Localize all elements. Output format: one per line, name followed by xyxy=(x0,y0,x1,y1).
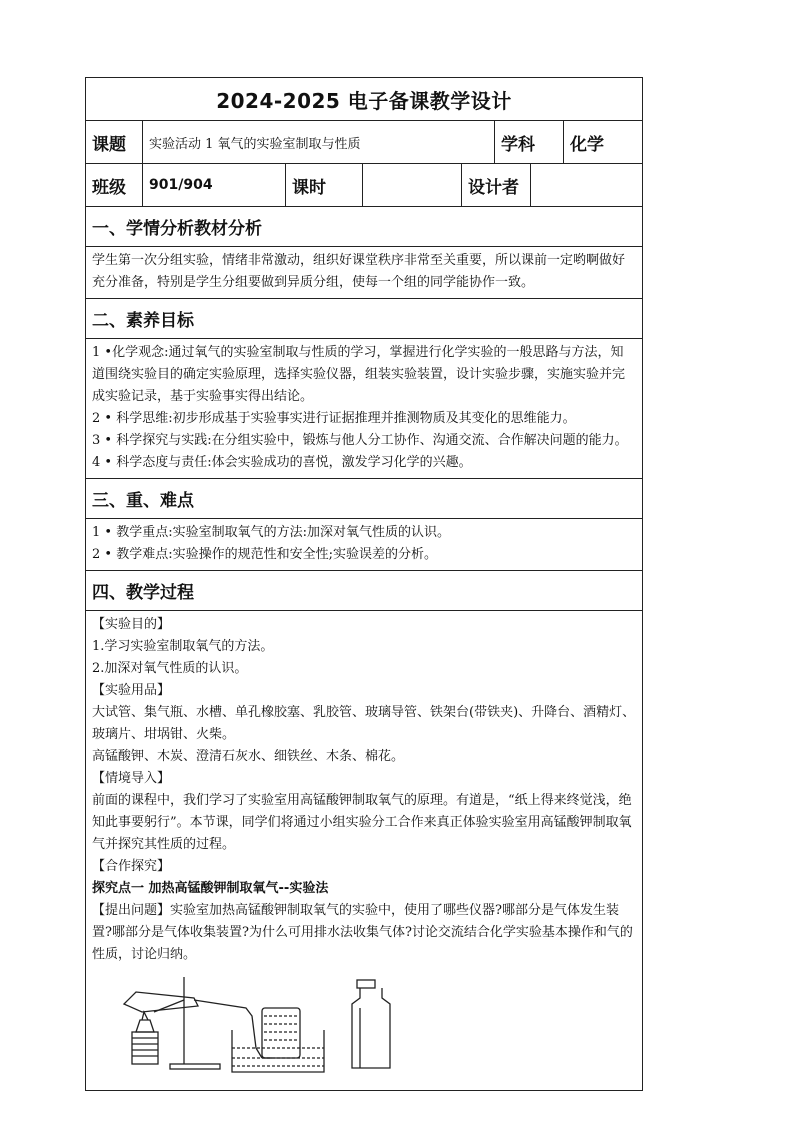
lamp-block xyxy=(132,1032,158,1064)
key-point: 1 • 教学重点:实验室制取氧气的方法:加深对氧气性质的认识。 xyxy=(92,525,450,540)
topic-value: 实验活动 1 氧气的实验室制取与性质 xyxy=(143,121,495,163)
section-2-body xyxy=(86,339,642,479)
oxygen-apparatus-illustration xyxy=(114,972,454,1082)
difficult-point: 2 • 教学难点:实验操作的规范性和安全性;实验误差的分析。 xyxy=(92,547,437,562)
section-2-title: 二、素养目标 xyxy=(92,311,194,331)
goal-4: 4 • 科学态度与责任:体会实验成功的喜悦，激发学习化学的兴趣。 xyxy=(92,455,472,470)
process-line: 前面的课程中，我们学习了实验室用高锰酸钾制取氧气的原理。有道是，“纸上得来终觉浅，绝知此事要躬行”。本节课，同学们将通过小组实验分工合作来真正体验实验室用高锰酸钾制取氧气并探究其性质的过程。 xyxy=(92,793,632,852)
explore-heading: 探究点一 加热高锰酸钾制取氧气--实验法 xyxy=(92,881,329,896)
topic-row xyxy=(86,121,642,164)
process-line: 【实验目的】 xyxy=(92,617,171,632)
process-line: 2.加深对氧气性质的认识。 xyxy=(92,661,248,676)
section-4-heading xyxy=(86,571,642,611)
designer-label: 设计者 xyxy=(462,164,531,206)
goal-1: 1 •化学观念:通过氧气的实验室制取与性质的学习，掌握进行化学实验的一般思路与方法，知道围绕实验目的确定实验原理，选择实验仪器，组装实验装置，设计实验步骤，实施实验并完成实验记录，基于实验事实得出结论。 xyxy=(92,345,626,404)
page-title: 2024-2025 电子备课教学设计 xyxy=(216,88,512,113)
section-1-heading xyxy=(86,207,642,247)
section-4-title: 四、教学过程 xyxy=(92,583,194,603)
class-label: 班级 xyxy=(86,164,143,206)
process-line: 【情境导入】 xyxy=(92,771,171,786)
process-line: 【实验用品】 xyxy=(92,683,171,698)
goal-3: 3 • 科学探究与实践:在分组实验中，锻炼与他人分工协作、沟通交流、合作解决问题的能力。 xyxy=(92,433,628,448)
process-line: 1.学习实验室制取氧气的方法。 xyxy=(92,639,274,654)
section-1-title: 一、学情分析教材分析 xyxy=(92,219,262,239)
period-value xyxy=(363,164,462,206)
section-3-heading xyxy=(86,479,642,519)
section-1-paragraph: 学生第一次分组实验，情绪非常激动，组织好课堂秩序非常至关重要，所以课前一定哟啊做好充分准备，特别是学生分组要做到异质分组，使每一个组的同学能协作一致。 xyxy=(92,253,626,290)
designer-value xyxy=(531,164,642,206)
apparatus-figure xyxy=(92,966,636,1086)
process-line: 高锰酸钾、木炭、澄清石灰水、细铁丝、木条、棉花。 xyxy=(92,749,405,764)
section-1-body xyxy=(86,247,642,299)
section-3-title: 三、重、难点 xyxy=(92,491,194,511)
class-row xyxy=(86,164,642,207)
subject-label: 学科 xyxy=(495,121,564,163)
period-label: 课时 xyxy=(286,164,363,206)
section-2-heading xyxy=(86,299,642,339)
topic-label: 课题 xyxy=(86,121,143,163)
title-row xyxy=(86,78,642,121)
process-line: 大试管、集气瓶、水槽、单孔橡胶塞、乳胶管、玻璃导管、铁架台(带铁夹)、升降台、酒精灯、玻璃片、坩埚钳、火柴。 xyxy=(92,705,636,742)
goal-2: 2 • 科学思维:初步形成基于实验事实进行证据推理并推测物质及其变化的思维能力。 xyxy=(92,411,576,426)
section-4-body xyxy=(86,611,642,1090)
process-line: 【合作探究】 xyxy=(92,859,171,874)
subject-value: 化学 xyxy=(570,134,604,155)
class-value: 901/904 xyxy=(143,164,286,206)
explore-text: 【提出问题】实验室加热高锰酸钾制取氧气的实验中，使用了哪些仪器?哪部分是气体发生装置?哪部分是气体收集装置?为什么可用排水法收集气体?讨论交流结合化学实验基本操作和气的性质，讨论归纳。 xyxy=(92,903,633,962)
section-3-body xyxy=(86,519,642,571)
lesson-plan-table xyxy=(85,77,643,1091)
